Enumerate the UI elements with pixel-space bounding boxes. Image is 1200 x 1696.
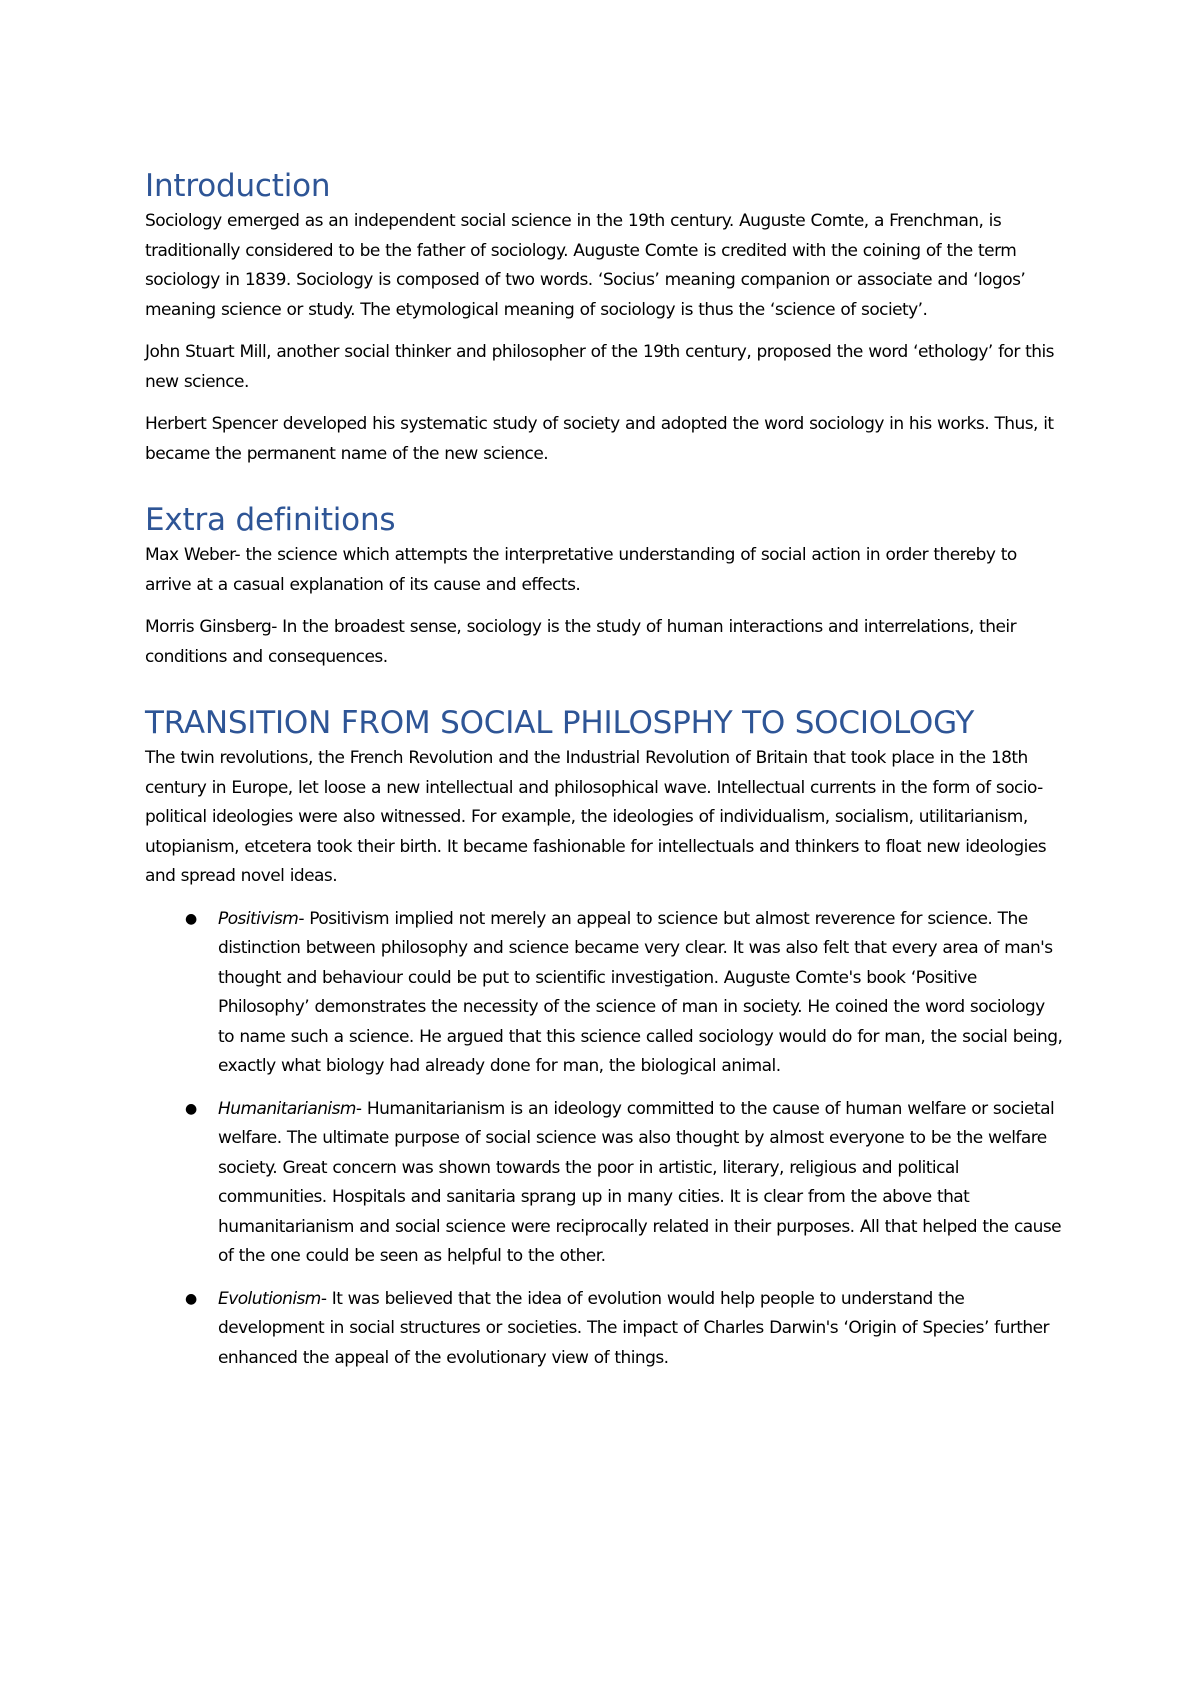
term-positivism: Positivism xyxy=(218,908,299,929)
term-evolutionism: Evolutionism xyxy=(218,1288,321,1309)
term-humanitarianism: Humanitarianism xyxy=(218,1098,356,1119)
paragraph-intro-3: Herbert Spencer developed his systematic study of society and adopted the word sociology in his works. Thus, it became the permanent name of the new science. xyxy=(145,414,1054,464)
paragraph-transition: The twin revolutions, the French Revolution and the Industrial Revolution of Britain that took place in the 18th century in Europe, let loose a new intellectual and philosophical wave. Intellectual currents in the form of socio-political ideologies were also witnessed. For example, the ideologies of individualism, socialism, utilitarianism, utopianism, etcetera took their birth. It became fashionable for intellectuals and thinkers to float new ideologies and spread novel ideas. xyxy=(145,748,1047,886)
paragraph-definition-weber: Max Weber- the science which attempts the interpretative understanding of social action in order thereby to arrive at a casual explanation of its cause and effects. xyxy=(145,545,1017,595)
list-item-evolutionism xyxy=(145,1285,1065,1374)
paragraph-definition-ginsberg: Morris Ginsberg- In the broadest sense, sociology is the study of human interactions and interrelations, their conditions and consequences. xyxy=(145,617,1017,667)
bullet-icon: ● xyxy=(185,1290,197,1307)
heading-transition: TRANSITION FROM SOCIAL PHILOSPHY TO SOCIOLOGY xyxy=(145,705,975,741)
text-humanitarianism: - Humanitarianism is an ideology committed to the cause of human welfare or societal welfare. The ultimate purpose of social science was also thought by almost everyone to be the welfare society. Great concern was shown towards the poor in artistic, literary, religious and political communities. Hospitals and sanitaria sprang up in many cities. It is clear from the above that humanitarianism and social science were reciprocally related in their purposes. All that helped the cause of the one could be seen as helpful to the other. xyxy=(218,1098,1062,1266)
list-item-positivism xyxy=(145,905,1065,1082)
bullet-icon: ● xyxy=(185,1100,197,1117)
heading-extra-definitions: Extra definitions xyxy=(145,502,396,538)
ideology-list xyxy=(145,905,1065,1374)
list-item-humanitarianism xyxy=(145,1095,1065,1272)
document-page xyxy=(145,165,1065,1386)
text-positivism: - Positivism implied not merely an appeal to science but almost reverence for science. The distinction between philosophy and science became very clear. It was also felt that every area of man's thought and behaviour could be put to scientific investigation. Auguste Comte's book ‘Positive Philosophy’ demonstrates the necessity of the science of man in society. He coined the word sociology to name such a science. He argued that this science called sociology would do for man, the social being, exactly what biology had already done for man, the biological animal. xyxy=(218,908,1063,1076)
bullet-icon: ● xyxy=(185,910,197,927)
text-evolutionism: - It was believed that the idea of evolution would help people to understand the development in social structures or societies. The impact of Charles Darwin's ‘Origin of Species’ further enhanced the appeal of the evolutionary view of things. xyxy=(218,1288,1049,1368)
paragraph-intro-2: John Stuart Mill, another social thinker and philosopher of the 19th century, proposed the word ‘ethology’ for this new science. xyxy=(145,342,1054,392)
heading-introduction: Introduction xyxy=(145,168,331,204)
paragraph-intro-1: Sociology emerged as an independent social science in the 19th century. Auguste Comte, a Frenchman, is traditionally considered to be the father of sociology. Auguste Comte is credited with the coining of the term sociology in 1839. Sociology is composed of two words. ‘Socius’ meaning companion or associate and ‘logos’ meaning science or study. The etymological meaning of sociology is thus the ‘science of society’. xyxy=(145,211,1026,320)
